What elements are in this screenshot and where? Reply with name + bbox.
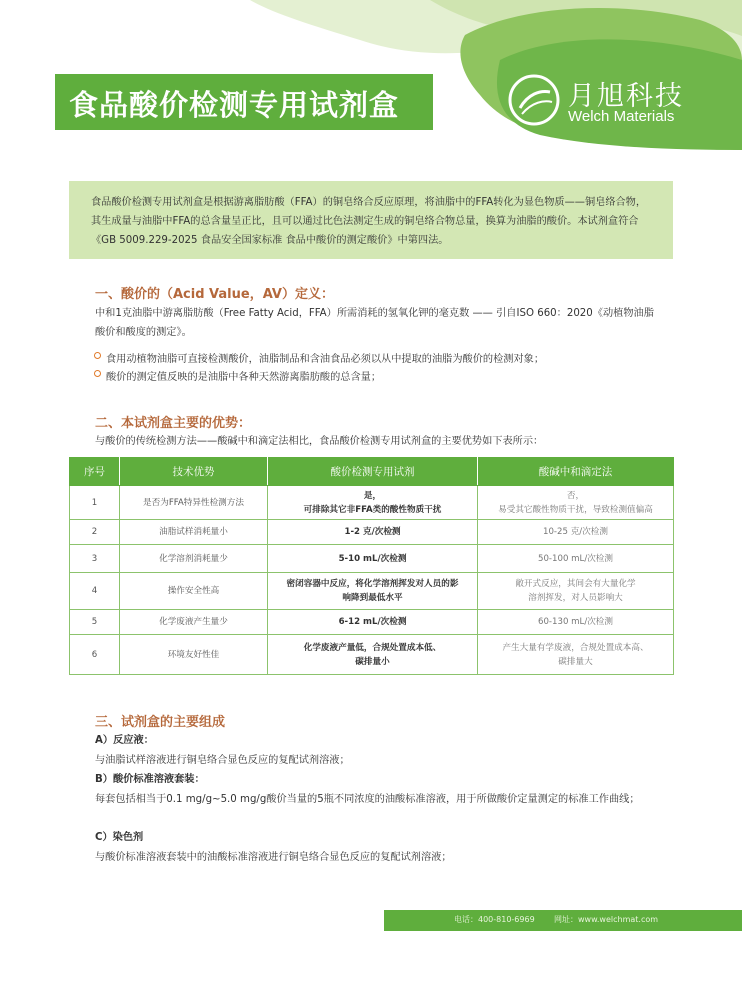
intro-box (69, 181, 673, 259)
bullet-ring-icon (94, 370, 101, 377)
cell-no: 1 (70, 486, 120, 520)
page-title-banner (55, 74, 433, 130)
table-body (70, 486, 674, 675)
table-row (70, 573, 674, 610)
cell-advantage: 环境友好性佳 (120, 635, 268, 675)
section1-bullet-1 (106, 350, 544, 365)
cell-kit: 是， 可排除其它非FFA类的酸性物质干扰 (268, 486, 478, 520)
col-header-no: 序号 (70, 458, 120, 486)
cell-advantage: 是否为FFA特异性检测方法 (120, 486, 268, 520)
cell-titration: 50-100 mL/次检测 (478, 545, 674, 573)
cell-kit: 6-12 mL/次检测 (268, 610, 478, 635)
table-row (70, 545, 674, 573)
cell-advantage: 油脂试样消耗量小 (120, 520, 268, 545)
component-b-text: 每套包括相当于0.1 mg/g~5.0 mg/g酸价当量的5瓶不同浓度的油酸标准溶液，用于所做酸价定量测定的标准工作曲线； (95, 794, 640, 805)
table-row (70, 635, 674, 675)
cell-kit: 5-10 mL/次检测 (268, 545, 478, 573)
section2-heading: 二、本试剂盒主要的优势： (95, 416, 252, 431)
cell-kit: 1-2 克/次检测 (268, 520, 478, 545)
cell-titration: 产生大量有学废液，合规处置成本高、 碳排量大 (478, 635, 674, 675)
col-header-kit: 酸价检测专用试剂 (268, 458, 478, 486)
table-row (70, 610, 674, 635)
cell-no: 3 (70, 545, 120, 573)
logo-emblem-icon (502, 68, 566, 132)
intro-text: 食品酸价检测专用试剂盒是根据游离脂肪酸（FFA）的铜皂络合反应原理，将油脂中的FFA转化为显色物质——铜皂络合物，其生成量与油脂中FFA的总含量呈正比，且可以通过比色法测定生成的铜皂络合物总量，换算为油脂的酸价。本试剂盒符合《GB 5009.229-2025 食品安全国家标准 食品中酸价的测定酸价》中第四法。 (91, 197, 647, 246)
cell-no: 6 (70, 635, 120, 675)
component-a-text: 与油脂试样溶液进行铜皂络合显色反应的复配试剂溶液； (95, 755, 350, 766)
footer-website: 网址：www.welchmat.com (554, 915, 659, 924)
col-header-titration: 酸碱中和滴定法 (478, 458, 674, 486)
cell-titration: 敞开式反应，其间会有大量化学 溶剂挥发，对人员影响大 (478, 573, 674, 610)
section2-lead: 与酸价的传统检测方法——酸碱中和滴定法相比，食品酸价检测专用试剂盒的主要优势如下表所示： (95, 436, 544, 447)
cell-kit: 密闭容器中反应，将化学溶剂挥发对人员的影 响降到最低水平 (268, 573, 478, 610)
cell-advantage: 化学废液产生量少 (120, 610, 268, 635)
table-header-row (70, 458, 674, 486)
cell-kit: 化学废液产量低，合规处置成本低、 碳排量小 (268, 635, 478, 675)
section1-bullet-2 (106, 368, 381, 383)
page-title: 食品酸价检测专用试剂盒 (69, 88, 400, 122)
brand-logo (502, 68, 702, 132)
bullet-text: 酸价的测定值反映的是油脂中各种天然游离脂肪酸的总含量； (106, 372, 382, 383)
cell-no: 4 (70, 573, 120, 610)
table-row (70, 486, 674, 520)
col-header-advantage: 技术优势 (120, 458, 268, 486)
section1-heading: 一、酸价的（Acid Value，AV）定义： (95, 287, 334, 302)
cell-no: 5 (70, 610, 120, 635)
component-c-text: 与酸价标准溶液套装中的油酸标准溶液进行铜皂络合显色反应的复配试剂溶液； (95, 852, 452, 863)
cell-titration: 否， 易受其它酸性物质干扰，导致检测值偏高 (478, 486, 674, 520)
section1-definition: 中和1克油脂中游离脂肪酸（Free Fatty Acid，FFA）所需消耗的氢氧化钾的毫克数 —— 引自ISO 660：2020《动植物油脂 酸价和酸度的测定》。 (95, 308, 654, 338)
logo-chinese-name: 月旭科技 (568, 81, 684, 112)
component-b-title: B）酸价标准溶液套装： (95, 774, 205, 785)
advantages-table (69, 457, 674, 675)
component-c-title: C）染色剂 (95, 832, 144, 843)
cell-titration: 60-130 mL/次检测 (478, 610, 674, 635)
section3-heading: 三、试剂盒的主要组成 (95, 715, 226, 730)
cell-no: 2 (70, 520, 120, 545)
cell-advantage: 化学溶剂消耗量少 (120, 545, 268, 573)
footer-bar (384, 910, 742, 931)
component-a-title: A）反应液： (95, 735, 154, 746)
bullet-ring-icon (94, 352, 101, 359)
bullet-text: 食用动植物油脂可直接检测酸价，油脂制品和含油食品必须以从中提取的油脂为酸价的检测对象； (106, 354, 545, 365)
table-row (70, 520, 674, 545)
footer-phone: 电话：400-810-6969 (454, 915, 535, 924)
cell-titration: 10-25 克/次检测 (478, 520, 674, 545)
cell-advantage: 操作安全性高 (120, 573, 268, 610)
logo-english-name: Welch Materials (568, 108, 675, 125)
